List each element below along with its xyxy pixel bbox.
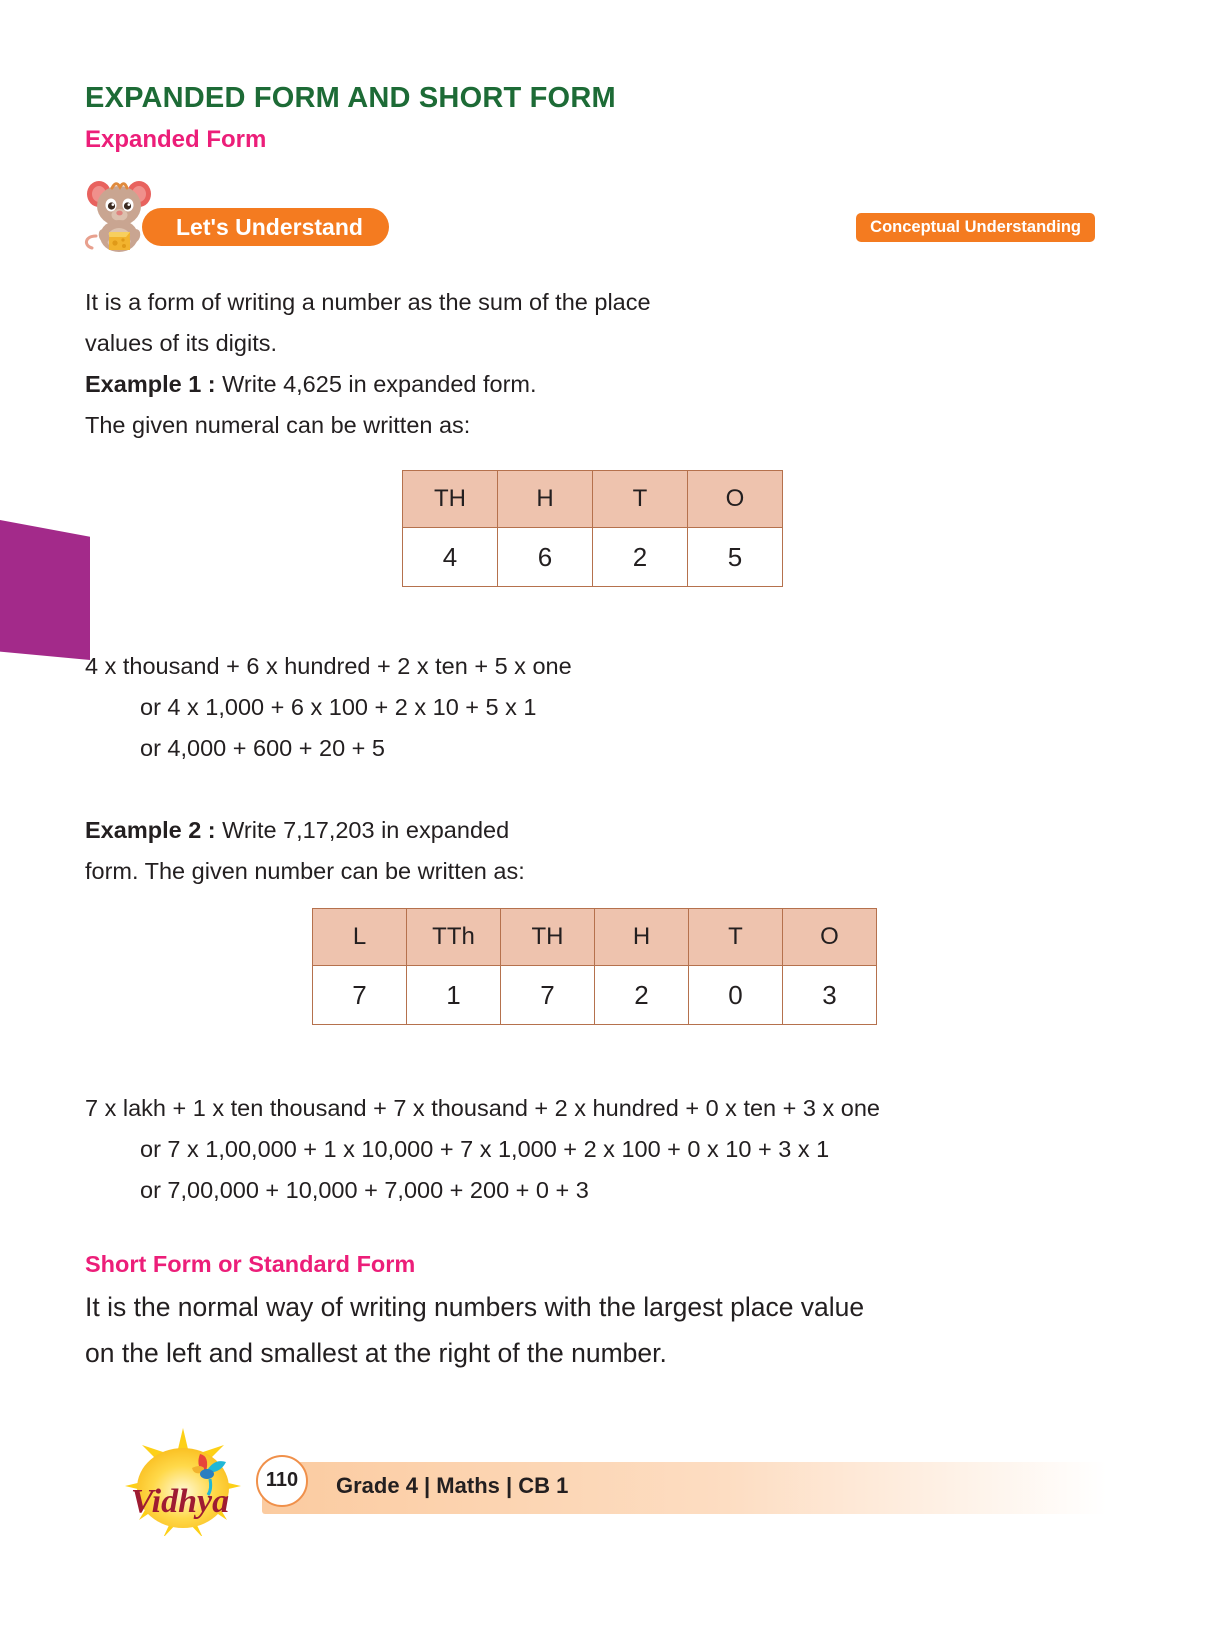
left-edge-decoration [0,520,90,660]
lets-understand-banner: Let's Understand [142,208,389,246]
place-value-table-1 [402,470,783,587]
example-1-text: Write 4,625 in expanded form. [222,371,537,397]
table-header-cell: H [595,909,689,966]
mouse-mascot-icon [82,174,156,252]
example-1-expansion-line-2: or 4 x 1,000 + 6 x 100 + 2 x 10 + 5 x 1 [140,694,537,720]
table-header-cell: H [498,471,593,528]
table-header-row [313,909,877,966]
example-2-expansion-line-3: or 7,00,000 + 10,000 + 7,000 + 200 + 0 + 3 [140,1177,589,1203]
example-1-label: Example 1 : [85,371,223,397]
place-value-table-2 [312,908,877,1025]
table-cell: 0 [689,966,783,1025]
table-cell: 7 [313,966,407,1025]
table-cell: 3 [783,966,877,1025]
example-2-expansion-line-2: or 7 x 1,00,000 + 1 x 10,000 + 7 x 1,000 + 2 x 100 + 0 x 10 + 3 x 1 [140,1136,830,1162]
table-header-cell: T [593,471,688,528]
short-form-line-1: It is the normal way of writing numbers with the largest place value [85,1292,865,1322]
table-cell: 5 [688,528,783,587]
table-header-cell: L [313,909,407,966]
example-1-prompt [85,364,537,405]
example-2-leadin: form. The given number can be written as: [85,858,525,884]
table-header-cell: TH [501,909,595,966]
table-row [313,966,877,1025]
table-cell: 1 [407,966,501,1025]
short-form-line-2: on the left and smallest at the right of the number. [85,1338,667,1368]
example-2-prompt [85,810,509,851]
section-subtitle: Expanded Form [85,126,267,153]
table-cell: 2 [595,966,689,1025]
table-header-cell: T [689,909,783,966]
table-header-row [403,471,783,528]
example-2-expansion-line-1: 7 x lakh + 1 x ten thousand + 7 x thousand + 2 x hundred + 0 x ten + 3 x one [85,1095,880,1121]
page-title: EXPANDED FORM AND SHORT FORM [85,82,616,114]
example-1-expansion-line-1: 4 x thousand + 6 x hundred + 2 x ten + 5 x one [85,653,572,679]
table-row [403,528,783,587]
intro-line-1: It is a form of writing a number as the sum of the place [85,289,651,315]
page-number: 110 [256,1455,308,1507]
conceptual-understanding-badge: Conceptual Understanding [856,213,1095,242]
table-header-cell: O [688,471,783,528]
table-cell: 4 [403,528,498,587]
footer-meta: Grade 4 | Maths | CB 1 [336,1473,569,1498]
example-1-expansion-line-3: or 4,000 + 600 + 20 + 5 [140,735,385,761]
table-cell: 6 [498,528,593,587]
example-1-leadin: The given numeral can be written as: [85,412,471,438]
table-header-cell: TH [403,471,498,528]
intro-line-2: values of its digits. [85,330,278,356]
table-header-cell: O [783,909,877,966]
table-cell: 7 [501,966,595,1025]
table-header-cell: TTh [407,909,501,966]
example-2-text: Write 7,17,203 in expanded [222,817,510,843]
sun-bird-logo-icon [88,1424,278,1536]
svg-text:Vidhya: Vidhya [130,1483,230,1520]
table-cell: 2 [593,528,688,587]
short-form-heading: Short Form or Standard Form [85,1251,416,1277]
example-2-label: Example 2 : [85,817,223,843]
